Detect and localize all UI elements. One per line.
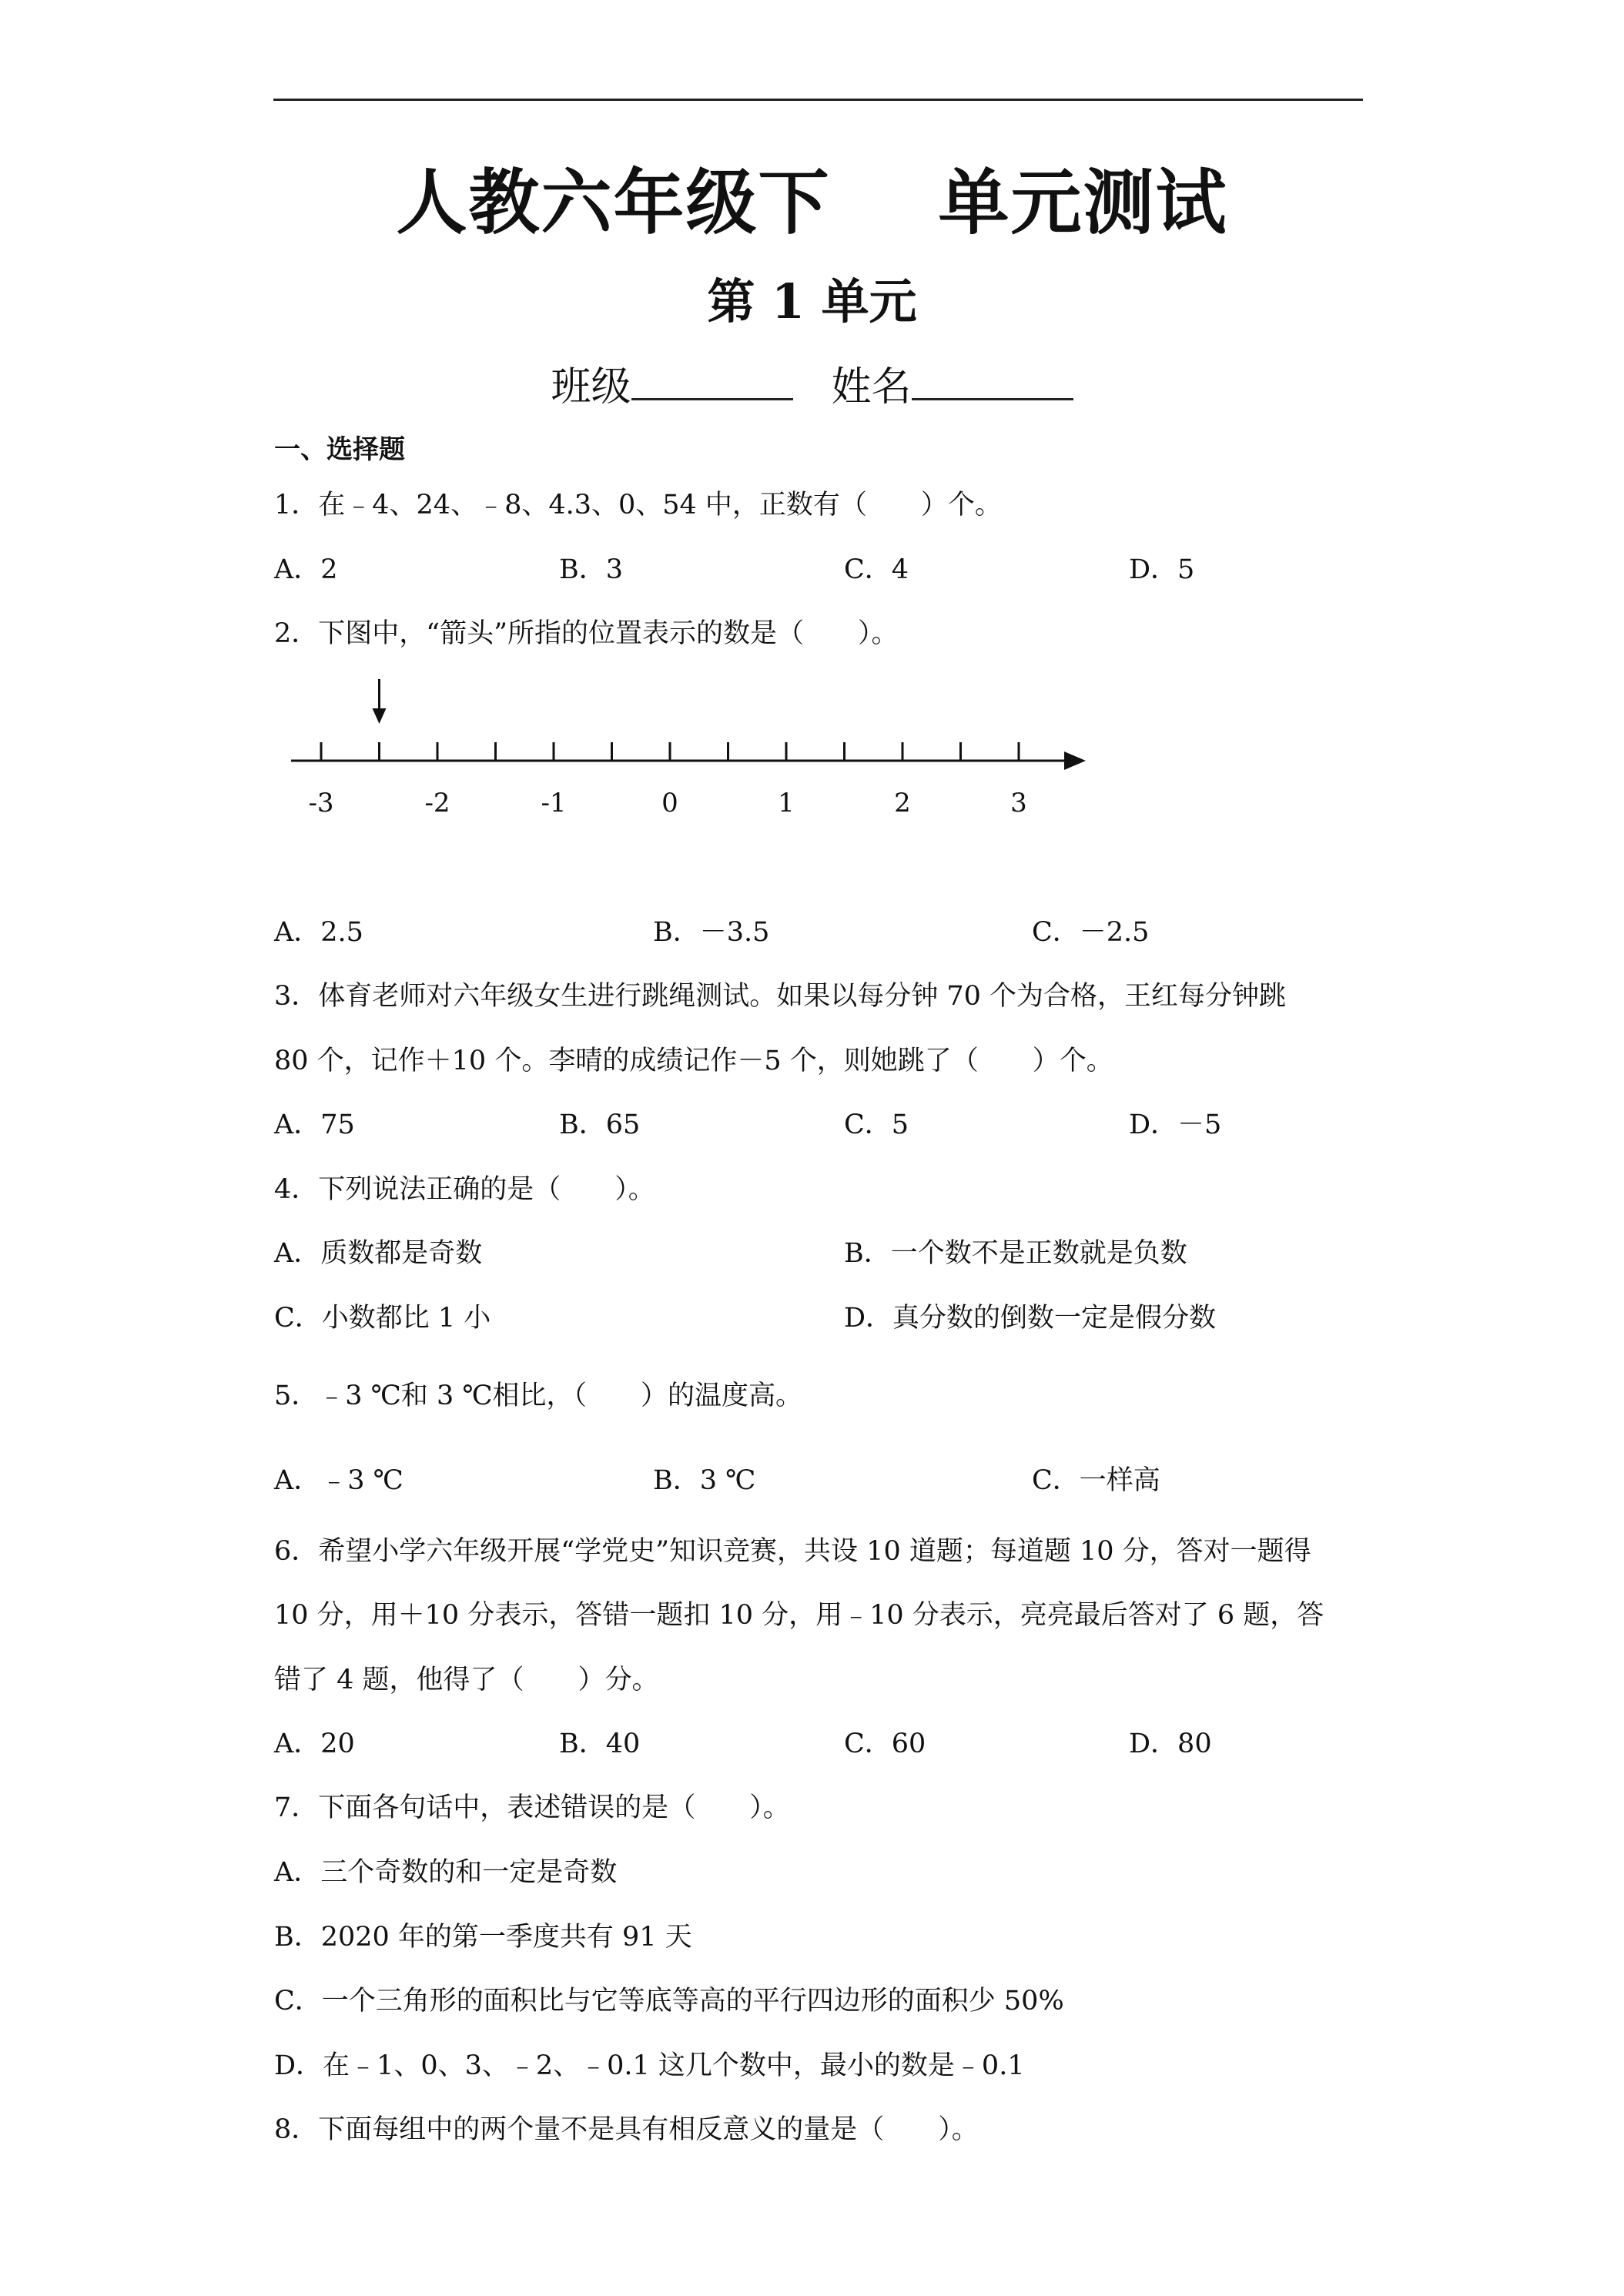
q7-option-a[interactable]: A．三个奇数的和一定是奇数: [274, 1857, 618, 1888]
q5-option-c[interactable]: C．一样高: [1032, 1465, 1160, 1496]
q7-option-c[interactable]: C．一个三角形的面积比与它等底等高的平行四边形的面积少 50%: [274, 1986, 1064, 2017]
question-4: 4．下列说法正确的是（ ）。: [274, 1174, 655, 1205]
question-6-line-3: 错了 4 题，他得了（ ）分。: [274, 1665, 659, 1695]
number-line-label: 3: [1010, 788, 1027, 818]
question-3-line-2: 80 个，记作＋10 个。李晴的成绩记作－5 个，则她跳了（ ）个。: [274, 1046, 1113, 1076]
q4-option-d[interactable]: D．真分数的倒数一定是假分数: [844, 1303, 1217, 1334]
page-title: 人教六年级下 单元测试: [396, 162, 1228, 244]
q5-option-a[interactable]: A．﹣3 ℃: [274, 1465, 403, 1496]
number-line-label: 0: [661, 788, 678, 818]
q3-option-d[interactable]: D．－5: [1129, 1110, 1222, 1140]
q4-option-b[interactable]: B．一个数不是正数就是负数: [844, 1238, 1187, 1269]
question-2: 2．下图中，“箭头”所指的位置表示的数是（ ）。: [274, 618, 899, 649]
q4-option-a[interactable]: A．质数都是奇数: [274, 1238, 483, 1269]
q6-option-a[interactable]: A．20: [274, 1729, 355, 1759]
question-5: 5．﹣3 ℃和 3 ℃相比，（ ）的温度高。: [274, 1381, 802, 1411]
q4-option-c[interactable]: C．小数都比 1 小: [274, 1303, 491, 1334]
q6-option-c[interactable]: C．60: [844, 1729, 926, 1759]
q2-option-b[interactable]: B．－3.5: [653, 917, 770, 948]
q1-option-b[interactable]: B．3: [559, 554, 623, 585]
question-3-line-1: 3．体育老师对六年级女生进行跳绳测试。如果以每分钟 70 个为合格，王红每分钟跳: [274, 981, 1287, 1012]
question-7: 7．下面各句话中，表述错误的是（ ）。: [274, 1792, 790, 1823]
class-blank[interactable]: [631, 358, 793, 400]
unit-heading: 第 1 单元: [707, 273, 917, 330]
question-8: 8．下面每组中的两个量不是具有相反意义的量是（ ）。: [274, 2114, 979, 2145]
name-blank[interactable]: [912, 358, 1073, 400]
q2-option-c[interactable]: C．－2.5: [1032, 917, 1150, 948]
q1-option-a[interactable]: A．2: [274, 554, 338, 585]
number-line-label: 2: [894, 788, 911, 818]
q7-option-d[interactable]: D．在﹣1、0、3、﹣2、﹣0.1 这几个数中，最小的数是﹣0.1: [274, 2050, 1025, 2081]
top-rule: [273, 99, 1363, 101]
class-name-line: [0, 354, 1624, 412]
q3-option-b[interactable]: B．65: [559, 1110, 641, 1140]
section-heading: 一、选择题: [274, 434, 405, 465]
number-line-label: 1: [778, 788, 795, 818]
q3-option-a[interactable]: A．75: [274, 1110, 355, 1140]
number-line-label: -3: [308, 788, 334, 818]
q1-option-c[interactable]: C．4: [844, 554, 909, 585]
q6-option-d[interactable]: D．80: [1129, 1729, 1212, 1759]
q3-option-c[interactable]: C．5: [844, 1110, 909, 1140]
q5-option-b[interactable]: B．3 ℃: [653, 1465, 756, 1496]
q1-option-d[interactable]: D．5: [1129, 554, 1195, 585]
q6-option-b[interactable]: B．40: [559, 1729, 641, 1759]
number-line-label: -2: [424, 788, 450, 818]
question-6-line-2: 10 分，用＋10 分表示，答错一题扣 10 分，用﹣10 分表示，亮亮最后答对了 6 题，答: [274, 1600, 1324, 1631]
down-arrow-icon: [373, 679, 387, 724]
name-label: 姓名: [831, 364, 912, 410]
q2-option-a[interactable]: A．2.5: [274, 917, 363, 948]
number-line-figure: [285, 670, 1101, 824]
question-1: 1．在﹣4、24、﹣8、4.3、0、54 中，正数有（ ）个。: [274, 490, 1002, 520]
q7-option-b[interactable]: B．2020 年的第一季度共有 91 天: [274, 1922, 692, 1953]
number-line-label: -1: [541, 788, 567, 818]
question-6-line-1: 6．希望小学六年级开展“学党史”知识竞赛，共设 10 道题；每道题 10 分，答对一题得: [274, 1536, 1311, 1567]
class-label: 班级: [551, 364, 631, 410]
axis-arrowhead: [1064, 751, 1086, 770]
